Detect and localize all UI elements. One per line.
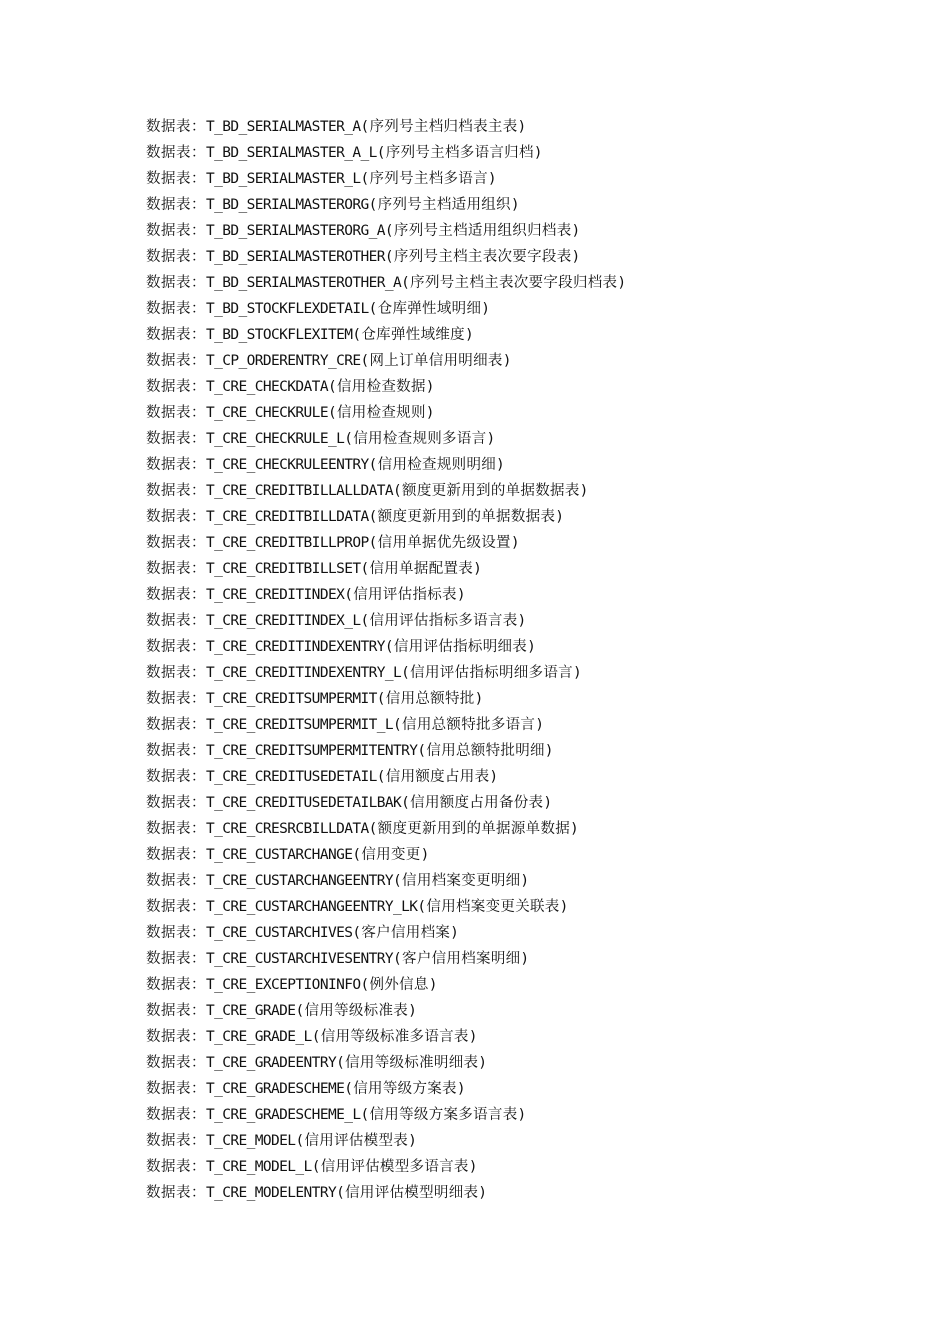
table-description: (信用档案变更明细): [392, 873, 530, 889]
table-row: [146, 218, 626, 244]
row-prefix: 数据表：: [146, 899, 206, 915]
row-prefix: 数据表：: [146, 223, 206, 239]
row-prefix: 数据表：: [146, 119, 206, 135]
table-name: T_CRE_CUSTARCHANGE: [206, 847, 353, 863]
table-name: T_BD_STOCKFLEXITEM: [206, 327, 353, 343]
table-row: [146, 530, 626, 556]
row-prefix: 数据表：: [146, 873, 206, 889]
row-prefix: 数据表：: [146, 665, 206, 681]
table-row: [146, 556, 626, 582]
table-name: T_BD_SERIALMASTER_A: [206, 119, 361, 135]
table-name: T_BD_SERIALMASTERORG: [206, 197, 369, 213]
table-description: (仓库弹性域维度): [352, 327, 475, 343]
table-row: [146, 426, 626, 452]
table-name: T_CRE_CUSTARCHIVESENTRY: [206, 951, 393, 967]
row-prefix: 数据表：: [146, 431, 206, 447]
row-prefix: 数据表：: [146, 717, 206, 733]
table-row: [146, 270, 626, 296]
table-description: (网上订单信用明细表): [360, 353, 512, 369]
table-name: T_CRE_MODELENTRY: [206, 1185, 337, 1201]
row-prefix: 数据表：: [146, 1055, 206, 1071]
table-description: (信用检查数据): [327, 379, 435, 395]
row-prefix: 数据表：: [146, 977, 206, 993]
row-prefix: 数据表：: [146, 587, 206, 603]
table-description: (额度更新用到的单据数据表): [368, 509, 565, 525]
table-name: T_CRE_MODEL: [206, 1133, 296, 1149]
table-description: (信用额度占用备份表): [401, 795, 553, 811]
table-description: (信用总额特批明细): [417, 743, 554, 759]
table-description: (序列号主档多语言): [360, 171, 497, 187]
table-row: [146, 998, 626, 1024]
table-name: T_CRE_GRADE_L: [206, 1029, 312, 1045]
table-description: (信用评估指标明细表): [384, 639, 537, 655]
table-row: [146, 192, 626, 218]
table-row: [146, 348, 626, 374]
row-prefix: 数据表：: [146, 1185, 206, 1201]
table-description: (序列号主档多语言归档): [376, 145, 543, 161]
table-row: [146, 478, 626, 504]
table-description: (信用评估模型多语言表): [311, 1159, 478, 1175]
table-description: (仓库弹性域明细): [368, 301, 491, 317]
table-row: [146, 140, 626, 166]
table-row: [146, 946, 626, 972]
row-prefix: 数据表：: [146, 1003, 206, 1019]
table-row: [146, 1024, 626, 1050]
table-name: T_CRE_CHECKRULEENTRY: [206, 457, 369, 473]
table-name: T_CRE_CREDITBILLDATA: [206, 509, 369, 525]
table-description: (序列号主档适用组织归档表): [384, 223, 581, 239]
table-description: (信用档案变更关联表): [417, 899, 569, 915]
row-prefix: 数据表：: [146, 301, 206, 317]
table-description: (信用等级标准多语言表): [311, 1029, 478, 1045]
table-row: [146, 634, 626, 660]
row-prefix: 数据表：: [146, 145, 206, 161]
table-row: [146, 608, 626, 634]
row-prefix: 数据表：: [146, 639, 206, 655]
table-row: [146, 1050, 626, 1076]
table-name: T_CRE_CHECKDATA: [206, 379, 328, 395]
table-row: [146, 660, 626, 686]
row-prefix: 数据表：: [146, 743, 206, 759]
table-name: T_CRE_CREDITBILLPROP: [206, 535, 369, 551]
table-description: (额度更新用到的单据数据表): [392, 483, 589, 499]
row-prefix: 数据表：: [146, 1081, 206, 1097]
table-row: [146, 790, 626, 816]
table-description: (信用检查规则): [327, 405, 435, 421]
table-name: T_CRE_CREDITINDEX: [206, 587, 345, 603]
row-prefix: 数据表：: [146, 561, 206, 577]
table-row: [146, 1102, 626, 1128]
table-name: T_CRE_GRADESCHEME: [206, 1081, 345, 1097]
table-row: [146, 114, 626, 140]
table-row: [146, 374, 626, 400]
table-name: T_CRE_CREDITBILLSET: [206, 561, 361, 577]
row-prefix: 数据表：: [146, 847, 206, 863]
table-description: (信用评估指标多语言表): [360, 613, 527, 629]
row-prefix: 数据表：: [146, 353, 206, 369]
table-name: T_CRE_GRADESCHEME_L: [206, 1107, 361, 1123]
table-row: [146, 972, 626, 998]
row-prefix: 数据表：: [146, 1133, 206, 1149]
table-row: [146, 816, 626, 842]
table-list: [146, 114, 626, 1206]
table-description: (信用额度占用表): [376, 769, 499, 785]
table-row: [146, 1154, 626, 1180]
table-description: (序列号主档适用组织): [368, 197, 520, 213]
table-row: [146, 582, 626, 608]
table-description: (信用评估指标明细多语言): [401, 665, 582, 681]
table-name: T_CRE_CUSTARCHIVES: [206, 925, 353, 941]
table-description: (信用等级方案表): [344, 1081, 466, 1097]
row-prefix: 数据表：: [146, 795, 206, 811]
table-row: [146, 166, 626, 192]
table-description: (序列号主档主表次要字段表): [384, 249, 581, 265]
table-name: T_BD_SERIALMASTERORG_A: [206, 223, 385, 239]
table-row: [146, 452, 626, 478]
table-name: T_CRE_CREDITSUMPERMIT: [206, 691, 377, 707]
table-name: T_CRE_CUSTARCHANGEENTRY: [206, 873, 393, 889]
table-row: [146, 764, 626, 790]
table-row: [146, 504, 626, 530]
table-description: (信用等级标准表): [295, 1003, 418, 1019]
table-description: (信用评估模型明细表): [336, 1185, 488, 1201]
table-description: (信用检查规则多语言): [344, 431, 496, 447]
row-prefix: 数据表：: [146, 171, 206, 187]
table-name: T_CRE_CREDITINDEXENTRY_L: [206, 665, 402, 681]
table-row: [146, 894, 626, 920]
row-prefix: 数据表：: [146, 509, 206, 525]
table-description: (信用单据配置表): [360, 561, 483, 577]
table-name: T_CRE_CREDITUSEDETAILBAK: [206, 795, 402, 811]
row-prefix: 数据表：: [146, 249, 206, 265]
table-row: [146, 244, 626, 270]
table-description: (信用等级标准明细表): [336, 1055, 488, 1071]
table-name: T_BD_SERIALMASTEROTHER: [206, 249, 385, 265]
table-description: (信用等级方案多语言表): [360, 1107, 527, 1123]
table-row: [146, 842, 626, 868]
table-name: T_CP_ORDERENTRY_CRE: [206, 353, 361, 369]
table-description: (信用检查规则明细): [368, 457, 506, 473]
row-prefix: 数据表：: [146, 379, 206, 395]
table-row: [146, 1076, 626, 1102]
table-name: T_CRE_CREDITUSEDETAIL: [206, 769, 377, 785]
row-prefix: 数据表：: [146, 483, 206, 499]
table-name: T_BD_STOCKFLEXDETAIL: [206, 301, 369, 317]
row-prefix: 数据表：: [146, 613, 206, 629]
table-row: [146, 1180, 626, 1206]
table-row: [146, 322, 626, 348]
row-prefix: 数据表：: [146, 457, 206, 473]
row-prefix: 数据表：: [146, 327, 206, 343]
table-description: (客户信用档案): [352, 925, 460, 941]
row-prefix: 数据表：: [146, 769, 206, 785]
table-name: T_CRE_GRADEENTRY: [206, 1055, 337, 1071]
table-description: (信用评估模型表): [295, 1133, 418, 1149]
table-description: (序列号主档主表次要字段归档表): [401, 275, 627, 291]
table-row: [146, 868, 626, 894]
table-name: T_BD_SERIALMASTER_A_L: [206, 145, 377, 161]
table-row: [146, 296, 626, 322]
table-description: (例外信息): [360, 977, 438, 993]
table-description: (序列号主档归档表主表): [360, 119, 527, 135]
table-row: [146, 400, 626, 426]
table-name: T_CRE_CHECKRULE: [206, 405, 328, 421]
table-name: T_CRE_CREDITINDEXENTRY: [206, 639, 385, 655]
table-description: (信用总额特批多语言): [392, 717, 545, 733]
table-name: T_CRE_CREDITINDEX_L: [206, 613, 361, 629]
row-prefix: 数据表：: [146, 197, 206, 213]
row-prefix: 数据表：: [146, 821, 206, 837]
row-prefix: 数据表：: [146, 275, 206, 291]
table-name: T_CRE_MODEL_L: [206, 1159, 312, 1175]
table-name: T_CRE_CREDITBILLALLDATA: [206, 483, 393, 499]
table-name: T_CRE_CREDITSUMPERMIT_L: [206, 717, 393, 733]
table-description: (信用评估指标表): [344, 587, 466, 603]
row-prefix: 数据表：: [146, 1159, 206, 1175]
table-name: T_BD_SERIALMASTEROTHER_A: [206, 275, 402, 291]
table-name: T_CRE_CHECKRULE_L: [206, 431, 345, 447]
row-prefix: 数据表：: [146, 405, 206, 421]
table-description: (额度更新用到的单据源单数据): [368, 821, 580, 837]
row-prefix: 数据表：: [146, 1029, 206, 1045]
table-row: [146, 920, 626, 946]
table-row: [146, 712, 626, 738]
row-prefix: 数据表：: [146, 951, 206, 967]
table-description: (客户信用档案明细): [392, 951, 530, 967]
table-name: T_CRE_CUSTARCHANGEENTRY_LK: [206, 899, 418, 915]
table-name: T_CRE_EXCEPTIONINFO: [206, 977, 361, 993]
table-name: T_CRE_GRADE: [206, 1003, 296, 1019]
table-row: [146, 686, 626, 712]
table-name: T_CRE_CRESRCBILLDATA: [206, 821, 369, 837]
table-description: (信用变更): [352, 847, 430, 863]
row-prefix: 数据表：: [146, 691, 206, 707]
table-description: (信用单据优先级设置): [368, 535, 520, 551]
table-name: T_BD_SERIALMASTER_L: [206, 171, 361, 187]
table-row: [146, 738, 626, 764]
row-prefix: 数据表：: [146, 925, 206, 941]
row-prefix: 数据表：: [146, 1107, 206, 1123]
table-description: (信用总额特批): [376, 691, 484, 707]
table-row: [146, 1128, 626, 1154]
table-name: T_CRE_CREDITSUMPERMITENTRY: [206, 743, 418, 759]
row-prefix: 数据表：: [146, 535, 206, 551]
